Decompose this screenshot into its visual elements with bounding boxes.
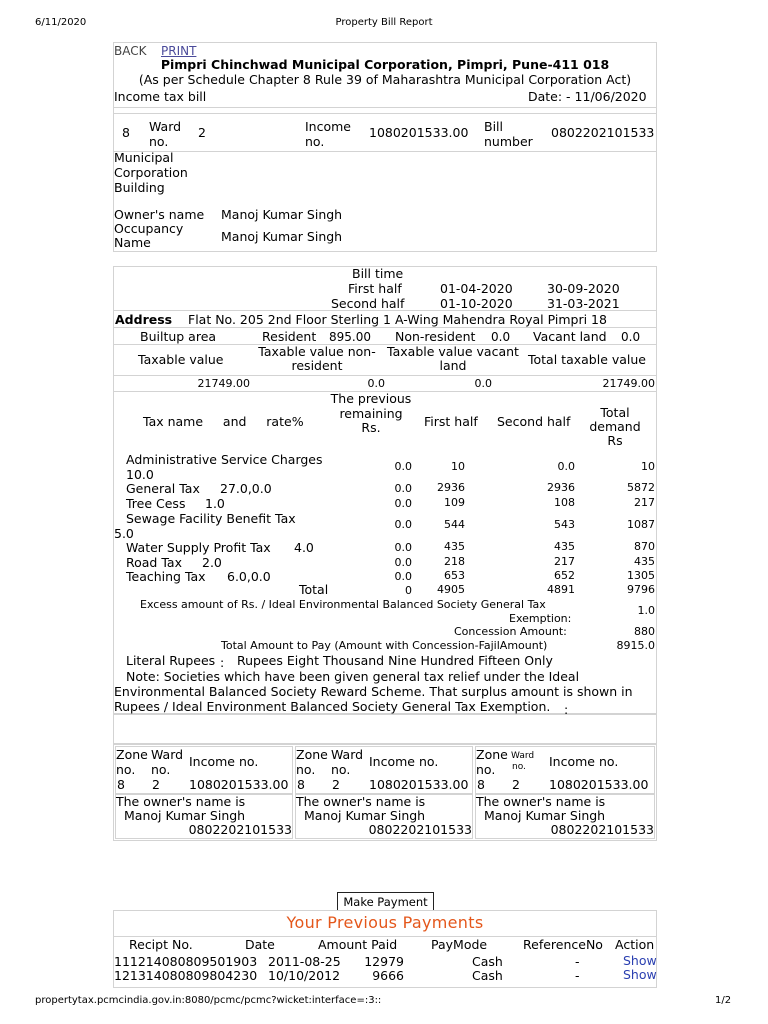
- receipt-1-zone: 8: [117, 777, 125, 792]
- receipt-2-ward-header: Ward: [331, 747, 364, 762]
- bill-number: 0802202101533: [551, 125, 655, 140]
- total-demand-header: Total demand Rs: [589, 405, 641, 448]
- total-taxable-value: 21749.00: [602, 377, 655, 390]
- note-line-2: Environmental Balanced Society Reward Scheme. That surplus amount is shown in: [114, 684, 633, 699]
- taxable-nonres-header: Taxable value non-resident: [258, 344, 376, 373]
- receipt-2-owner: Manoj Kumar Singh: [304, 808, 426, 823]
- receipt-2-ward: 2: [332, 777, 340, 792]
- literal-rupees-label: Literal Rupees: [126, 653, 216, 668]
- payment-2-reference: -: [575, 968, 580, 983]
- tax-row-2-second: 2936: [547, 481, 575, 494]
- payment-2-amount: 9666: [372, 968, 404, 983]
- payment-1-show-link[interactable]: Show: [623, 953, 657, 968]
- print-title: Property Bill Report: [335, 17, 433, 28]
- receipt-1-income-header: Income no.: [189, 754, 259, 769]
- print-date: 6/11/2020: [35, 17, 87, 28]
- receipt-2-income: 1080201533.00: [369, 777, 469, 792]
- tax-row-2-first: 2936: [437, 481, 465, 494]
- tax-total-second: 4891: [547, 583, 575, 596]
- tax-total-first: 4905: [437, 583, 465, 596]
- tax-row-5-name: Water Supply Profit Tax: [126, 540, 271, 555]
- receipt-3-bill: 0802202101533: [550, 822, 654, 837]
- excess-amount-label-line2: Exemption:: [509, 612, 572, 625]
- back-link[interactable]: BACK: [114, 44, 147, 58]
- ward-number: 2: [198, 125, 206, 140]
- receipt-2-zone-no-header: no.: [296, 762, 316, 777]
- tax-row-4-rate: 5.0: [114, 526, 134, 541]
- tax-row-5-first: 435: [444, 540, 465, 553]
- note-line-3: Rupees / Ideal Environment Balanced Society General Tax Exemption.: [114, 699, 551, 714]
- tax-row-3-name: Tree Cess: [126, 496, 186, 511]
- bill-type: Income tax bill: [114, 89, 207, 104]
- tax-row-7-first: 653: [444, 569, 465, 582]
- resident-area: 895.00: [329, 330, 371, 344]
- second-half-header: Second half: [497, 414, 571, 429]
- non-resident-area: 0.0: [491, 330, 511, 344]
- payment-2-show-link[interactable]: Show: [623, 967, 657, 982]
- receipt-2-owner-header: The owner's name is: [296, 794, 426, 809]
- bill-time-label: Bill time: [352, 266, 404, 281]
- receipt-3-owner-header: The owner's name is: [476, 794, 606, 809]
- tax-row-6-name: Road Tax: [126, 555, 182, 570]
- receipt-2-zone-header: Zone: [296, 747, 328, 762]
- tax-row-3-first: 109: [444, 496, 465, 509]
- payments-amount-header: Amount Paid: [318, 937, 398, 952]
- tax-row-7-rate: 6.0,0.0: [227, 569, 271, 584]
- tax-row-3-prev: 0.0: [394, 497, 412, 510]
- total-pay-label: Total Amount to Pay (Amount with Concession-FajilAmount): [221, 639, 548, 652]
- tax-row-4-total: 1087: [627, 518, 655, 531]
- payments-reference-header: ReferenceNo: [523, 937, 603, 952]
- spacer-box: [113, 714, 657, 744]
- tax-row-7-total: 1305: [627, 569, 655, 582]
- tax-row-6-first: 218: [444, 555, 465, 568]
- tax-row-3-rate: 1.0: [205, 496, 225, 511]
- corporation-name: Pimpri Chinchwad Municipal Corporation, Pimpri, Pune-411 018: [160, 57, 610, 72]
- tax-row-1-name: Administrative Service Charges: [126, 452, 323, 467]
- receipt-3-zone-header: Zone: [476, 747, 508, 762]
- print-link[interactable]: PRINT: [161, 44, 197, 58]
- receipt-3-ward: 2: [512, 777, 520, 792]
- tax-row-2-total: 5872: [627, 481, 655, 494]
- payment-2-receipt: 121314080809804230: [114, 968, 258, 983]
- tax-row-6-total: 435: [634, 555, 655, 568]
- tax-total-label: Total: [299, 582, 329, 597]
- receipt-3-ward-header: Ward: [511, 751, 535, 761]
- bill-date: Date: - 11/06/2020: [528, 89, 647, 104]
- receipt-1-ward: 2: [152, 777, 160, 792]
- first-half-label: First half: [348, 281, 402, 296]
- receipt-1-zone-header: Zone: [116, 747, 148, 762]
- first-half-from: 01-04-2020: [440, 281, 513, 296]
- receipt-2-income-header: Income no.: [369, 754, 439, 769]
- owner-label: Owner's name: [114, 207, 205, 222]
- payment-1-mode: Cash: [472, 954, 503, 969]
- tax-row-6-second: 217: [554, 555, 575, 568]
- tax-row-3-second: 108: [554, 496, 575, 509]
- receipt-1-ward-header: Ward: [151, 747, 184, 762]
- receipt-1-ward-no-header: no.: [151, 762, 171, 777]
- receipt-2-bill: 0802202101533: [368, 822, 472, 837]
- payments-receipt-header: Recipt No.: [129, 937, 193, 952]
- receipt-3-owner: Manoj Kumar Singh: [484, 808, 606, 823]
- excess-amount-value: 1.0: [637, 604, 655, 617]
- excess-amount-label: Excess amount of Rs. / Ideal Environmental Balanced Society General Tax: [140, 598, 546, 611]
- vacant-land-area: 0.0: [621, 330, 641, 344]
- tax-row-7-prev: 0.0: [394, 570, 412, 583]
- receipt-3-ward-no-header: no.: [512, 762, 526, 772]
- tax-row-7-name: Teaching Tax: [126, 569, 206, 584]
- tax-row-1-first: 10: [451, 460, 465, 473]
- tax-row-6-prev: 0.0: [394, 556, 412, 569]
- tax-row-2-rate: 27.0,0.0: [220, 481, 272, 496]
- non-resident-label: Non-resident: [395, 329, 476, 344]
- receipt-1-income: 1080201533.00: [189, 777, 289, 792]
- tax-row-5-prev: 0.0: [394, 541, 412, 554]
- previous-payments-title: Your Previous Payments: [286, 913, 484, 932]
- receipt-1-owner: Manoj Kumar Singh: [124, 808, 246, 823]
- print-url: propertytax.pcmcindia.gov.in:8080/pcmc/pcmc?wicket:interface=:3::: [35, 995, 382, 1006]
- address-value: Flat No. 205 2nd Floor Sterling 1 A-Wing Mahendra Royal Pimpri 18: [188, 312, 607, 327]
- payments-date-header: Date: [245, 937, 275, 952]
- payment-1-reference: -: [575, 954, 580, 969]
- ward-label: Ward no.: [149, 119, 182, 149]
- second-half-from: 01-10-2020: [440, 296, 513, 311]
- concession-label: Concession Amount:: [454, 625, 567, 638]
- tax-row-1-second: 0.0: [557, 460, 575, 473]
- address-label: Address: [115, 312, 173, 327]
- tax-row-1-rate: 10.0: [126, 467, 154, 482]
- tax-row-6-rate: 2.0: [202, 555, 222, 570]
- taxable-vacant-header: Taxable value vacant land: [387, 344, 519, 373]
- tax-row-4-name: Sewage Facility Benefit Tax: [126, 511, 296, 526]
- first-half-header: First half: [424, 414, 478, 429]
- payments-action-header: Action: [615, 937, 655, 952]
- resident-label: Resident: [262, 329, 317, 344]
- first-half-to: 30-09-2020: [547, 281, 620, 296]
- tax-total-total: 9796: [627, 583, 655, 596]
- tax-row-1-prev: 0.0: [394, 460, 412, 473]
- occupancy-name: Manoj Kumar Singh: [221, 229, 343, 244]
- receipt-1-zone-no-header: no.: [116, 762, 136, 777]
- tax-row-3-total: 217: [634, 496, 655, 509]
- make-payment-button[interactable]: Make Payment: [337, 892, 434, 911]
- income-label: Income no.: [305, 119, 351, 149]
- literal-rupees-value: Rupees Eight Thousand Nine Hundred Fifteen Only: [237, 653, 553, 668]
- tax-row-2-name: General Tax: [126, 481, 200, 496]
- receipt-1-bill: 0802202101533: [188, 822, 292, 837]
- tax-row-5-total: 870: [634, 540, 655, 553]
- payment-1-amount: 12979: [364, 954, 404, 969]
- receipt-3-income-header: Income no.: [549, 754, 619, 769]
- taxable-nonres-value: 0.0: [367, 377, 385, 390]
- tax-total-prev: 0: [405, 584, 412, 597]
- total-pay-value: 8915.0: [616, 639, 655, 652]
- bill-label: Bill number: [484, 119, 533, 149]
- total-taxable-header: Total taxable value: [528, 352, 646, 367]
- taxable-value: 21749.00: [197, 377, 250, 390]
- taxable-vacant-value: 0.0: [474, 377, 492, 390]
- literal-rupees-separator: :: [220, 655, 225, 670]
- note-end-mark: :: [564, 702, 569, 717]
- second-half-label: Second half: [331, 296, 405, 311]
- payment-1-date: 2011-08-25: [268, 954, 341, 969]
- payments-mode-header: PayMode: [431, 937, 488, 952]
- tax-row-4-prev: 0.0: [394, 518, 412, 531]
- payment-1-receipt: 111214080809501903: [114, 954, 258, 969]
- building-name: Municipal Corporation Building: [114, 150, 188, 195]
- zone-number: 8: [122, 125, 130, 140]
- tax-row-4-first: 544: [444, 518, 465, 531]
- tax-row-7-second: 652: [554, 569, 575, 582]
- payment-2-mode: Cash: [472, 968, 503, 983]
- builtup-area-label: Builtup area: [140, 329, 217, 344]
- receipt-1-owner-header: The owner's name is: [116, 794, 246, 809]
- occupancy-label: Occupancy Name: [114, 221, 184, 250]
- owner-name: Manoj Kumar Singh: [221, 207, 343, 222]
- print-page-number: 1/2: [715, 995, 732, 1006]
- payment-2-date: 10/10/2012: [268, 968, 341, 983]
- taxable-value-header: Taxable value: [138, 352, 224, 367]
- receipt-3-income: 1080201533.00: [549, 777, 649, 792]
- tax-row-1-total: 10: [641, 460, 655, 473]
- tax-name-header: Tax name and rate%: [143, 414, 304, 429]
- tax-row-2-prev: 0.0: [394, 482, 412, 495]
- note-line-1: Note: Societies which have been given general tax relief under the Ideal: [126, 669, 580, 684]
- previous-remaining-header: The previous remaining Rs.: [330, 391, 412, 435]
- tax-row-5-rate: 4.0: [294, 540, 314, 555]
- receipt-2-zone: 8: [297, 777, 305, 792]
- income-number: 1080201533.00: [369, 125, 469, 140]
- receipt-2-ward-no-header: no.: [331, 762, 351, 777]
- receipt-3-zone: 8: [477, 777, 485, 792]
- receipt-3-zone-no-header: no.: [476, 762, 496, 777]
- second-half-to: 31-03-2021: [547, 296, 620, 311]
- concession-value: 880: [634, 625, 655, 638]
- tax-row-5-second: 435: [554, 540, 575, 553]
- vacant-land-label: Vacant land: [533, 329, 607, 344]
- schedule-reference: (As per Schedule Chapter 8 Rule 39 of Maharashtra Municipal Corporation Act): [138, 72, 632, 87]
- tax-row-4-second: 543: [554, 518, 575, 531]
